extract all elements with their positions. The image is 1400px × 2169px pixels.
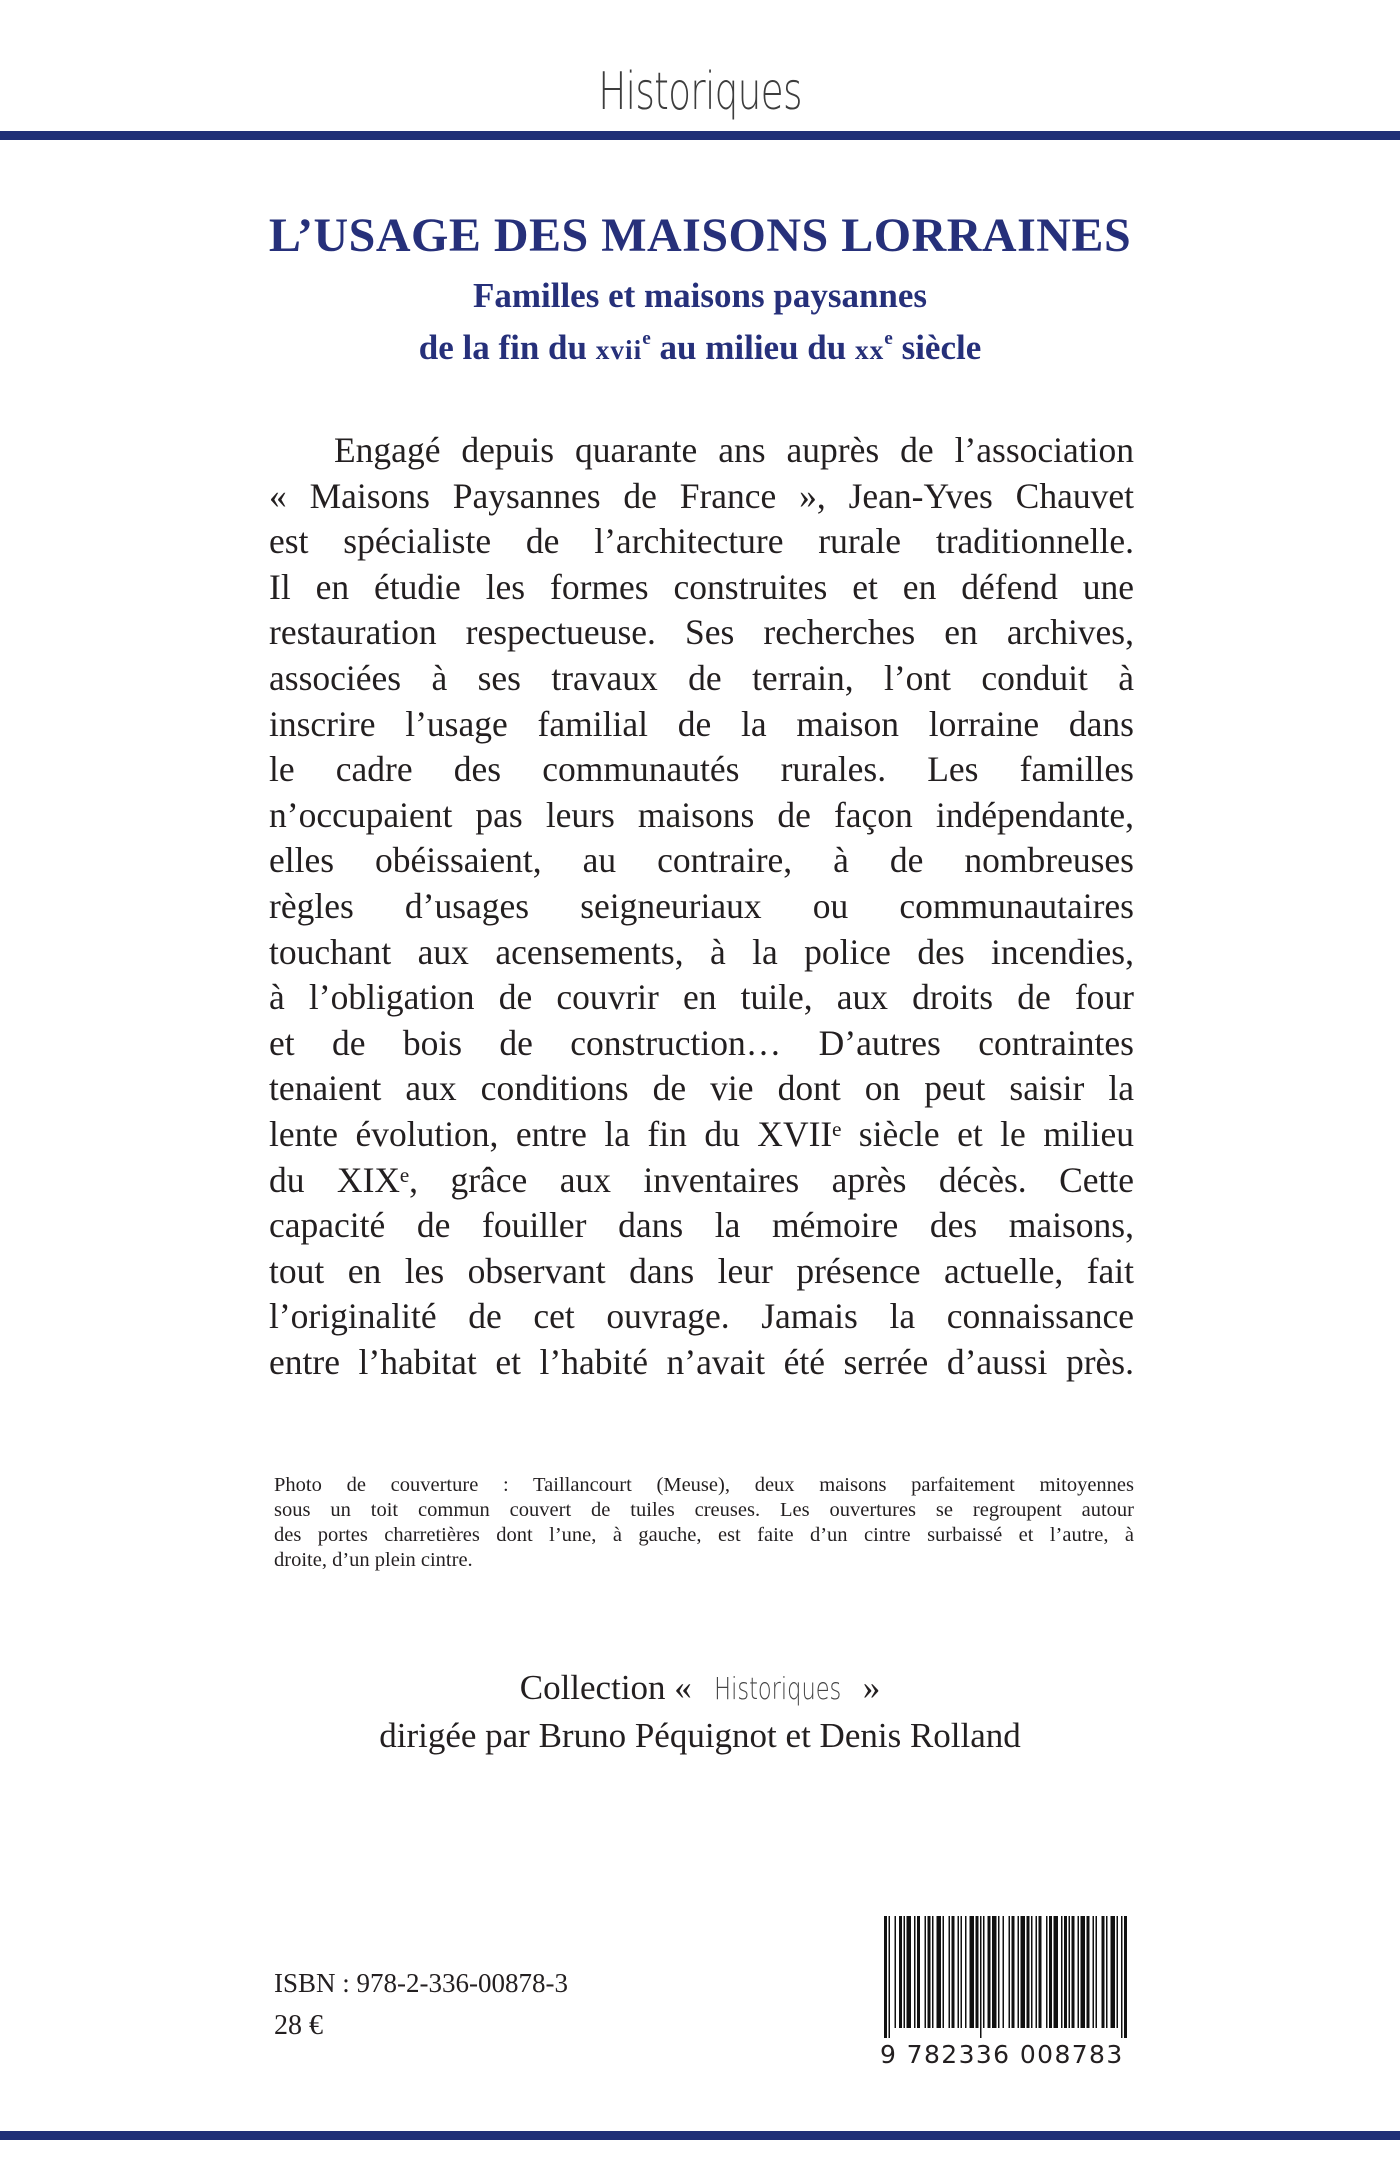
barcode-bar (904, 1916, 906, 2028)
barcode-bar (895, 1916, 897, 2028)
barcode-bar (1117, 1916, 1119, 2028)
barcode-bar (988, 1916, 991, 2028)
barcode-bar (925, 1916, 927, 2028)
barcode-bar (1036, 1916, 1038, 2028)
collection-logo: Historiques (713, 1672, 841, 1707)
blurb-line: règles d’usages seigneuriaux ou communautaires (269, 885, 1134, 926)
barcode-bar (1012, 1916, 1015, 2028)
barcode-bar (976, 1916, 979, 2028)
barcode-bar (958, 1916, 960, 2028)
barcode-digits: 9 782336 008783 (880, 2040, 1124, 2069)
barcode-bar (914, 1916, 916, 2028)
blurb-line: est spécialiste de l’architecture rurale traditionnelle. (269, 521, 1134, 562)
barcode-bar (1106, 1916, 1108, 2028)
barcode-bar (1124, 1916, 1127, 2038)
barcode-bar (899, 1916, 902, 2028)
collection-directors: dirigée par Bruno Péquignot et Denis Rolland (379, 1716, 1021, 1755)
barcode-bar (1078, 1916, 1080, 2028)
blurb-line: elles obéissaient, au contraire, à de nombreuses (269, 840, 1134, 881)
barcode (882, 1916, 1132, 2111)
barcode-bar (1111, 1916, 1116, 2028)
blurb-line: « Maisons Paysannes de France », Jean-Yves Chauvet (269, 475, 1134, 516)
blurb-line: du XIXᵉ, grâce aux inventaires après décès. Cette (269, 1159, 1134, 1200)
top-rule (0, 131, 1400, 140)
caption-line: sous un toit commun couvert de tuiles creuses. Les ouvertures se regroupent autour (274, 1499, 1134, 1521)
barcode-bar (1081, 1916, 1086, 2028)
barcode-bar (889, 1916, 891, 2038)
barcode-bar (952, 1916, 955, 2028)
blurb-line: Engagé depuis quarante ans auprès de l’association (334, 430, 1134, 470)
blurb-line: le cadre des communautés rurales. Les familles (269, 749, 1134, 790)
barcode-bar (1054, 1916, 1059, 2028)
barcode-bar (1093, 1916, 1095, 2028)
blurb-line: tout en les observant dans leur présence actuelle, fait (269, 1250, 1134, 1291)
blurb-line: l’originalité de cet ouvrage. Jamais la connaissance (269, 1296, 1134, 1337)
blurb-line: associées à ses travaux de terrain, l’ont conduit à (269, 657, 1134, 698)
barcode-bar (943, 1916, 945, 2028)
barcode-bar (1027, 1916, 1030, 2028)
barcode-bar (928, 1916, 931, 2028)
barcode-bar (983, 1916, 985, 2028)
barcode-bar (970, 1916, 975, 2028)
blurb-line: capacité de fouiller dans la mémoire des maisons, (269, 1205, 1134, 1246)
barcode-bar (992, 1916, 997, 2028)
barcode-bar (1046, 1916, 1048, 2028)
barcode-bar (965, 1916, 967, 2028)
barcode-bar (1096, 1916, 1098, 2028)
blurb-line: restauration respectueuse. Ses recherches en archives, (269, 612, 1134, 653)
barcode-bar (1009, 1916, 1011, 2028)
back-cover-blurb (269, 428, 1134, 1385)
barcode-bar (949, 1916, 951, 2028)
barcode-bar (1072, 1916, 1075, 2028)
barcode-bar (961, 1916, 963, 2028)
collection-line: Collection « Historiques » (0, 1665, 1400, 1713)
barcode-bar (937, 1916, 942, 2028)
barcode-bar (1003, 1916, 1005, 2028)
series-logo: Historiques (598, 62, 802, 122)
subtitle-line-2: de la fin du xvii$^e$ au milieu du $xx^e$ siècle (418, 328, 982, 367)
barcode-bar (1039, 1916, 1042, 2028)
barcode-bar (1087, 1916, 1090, 2028)
barcode-bar (1049, 1916, 1052, 2028)
blurb-line: touchant aux acensements, à la police des incendies, (269, 931, 1134, 972)
barcode-bar (1018, 1916, 1020, 2028)
barcode-bar (1102, 1916, 1105, 2028)
barcode-bar (932, 1916, 934, 2028)
collection-info (0, 1665, 1400, 1759)
barcode-bar (980, 1916, 982, 2038)
caption-line: droite, d’un plein cintre. (274, 1549, 473, 1571)
book-title: L’USAGE DES MAISONS LORRAINES (268, 209, 1132, 262)
caption-line: des portes charretières dont l’une, à gauche, est faite d’un cintre surbaissé et l’autre, à (274, 1524, 1134, 1546)
barcode-bar (1021, 1916, 1026, 2028)
blurb-line: lente évolution, entre la fin du XVIIᵉ siècle et le milieu (269, 1113, 1134, 1154)
blurb-line: et de bois de construction… D’autres contraintes (269, 1022, 1134, 1063)
blurb-line: n’occupaient pas leurs maisons de façon indépendante, (269, 794, 1134, 835)
blurb-line: tenaient aux conditions de vie dont on peut saisir la (269, 1068, 1134, 1109)
isbn: ISBN : 978-2-336-00878-3 (274, 1968, 568, 1998)
blurb-line: à l’obligation de couvrir en tuile, aux droits de four (269, 977, 1134, 1018)
barcode-bar (1069, 1916, 1071, 2028)
price: 28 € (274, 2010, 323, 2041)
barcode-bar (998, 1916, 1000, 2028)
bottom-rule (0, 2131, 1400, 2140)
subtitle-line-1: Familles et maisons paysannes (472, 276, 928, 315)
blurb-line: entre l’habitat et l’habité n’avait été serrée d’aussi près. (269, 1341, 1134, 1382)
cover-photo-caption (274, 1473, 1134, 1573)
blurb-line: inscrire l’usage familial de la maison lorraine dans (269, 703, 1134, 744)
barcode-bar (917, 1916, 920, 2028)
barcode-bar (884, 1916, 887, 2038)
barcode-bar (907, 1916, 912, 2028)
barcode-bar (1064, 1916, 1067, 2028)
barcode-bar (1121, 1916, 1123, 2038)
barcode-bar (1031, 1916, 1033, 2028)
blurb-line: Il en étudie les formes construites et en défend une (269, 566, 1134, 607)
caption-line: Photo de couverture : Taillancourt (Meuse), deux maisons parfaitement mitoyennes (274, 1474, 1134, 1496)
barcode-bar (1061, 1916, 1063, 2028)
